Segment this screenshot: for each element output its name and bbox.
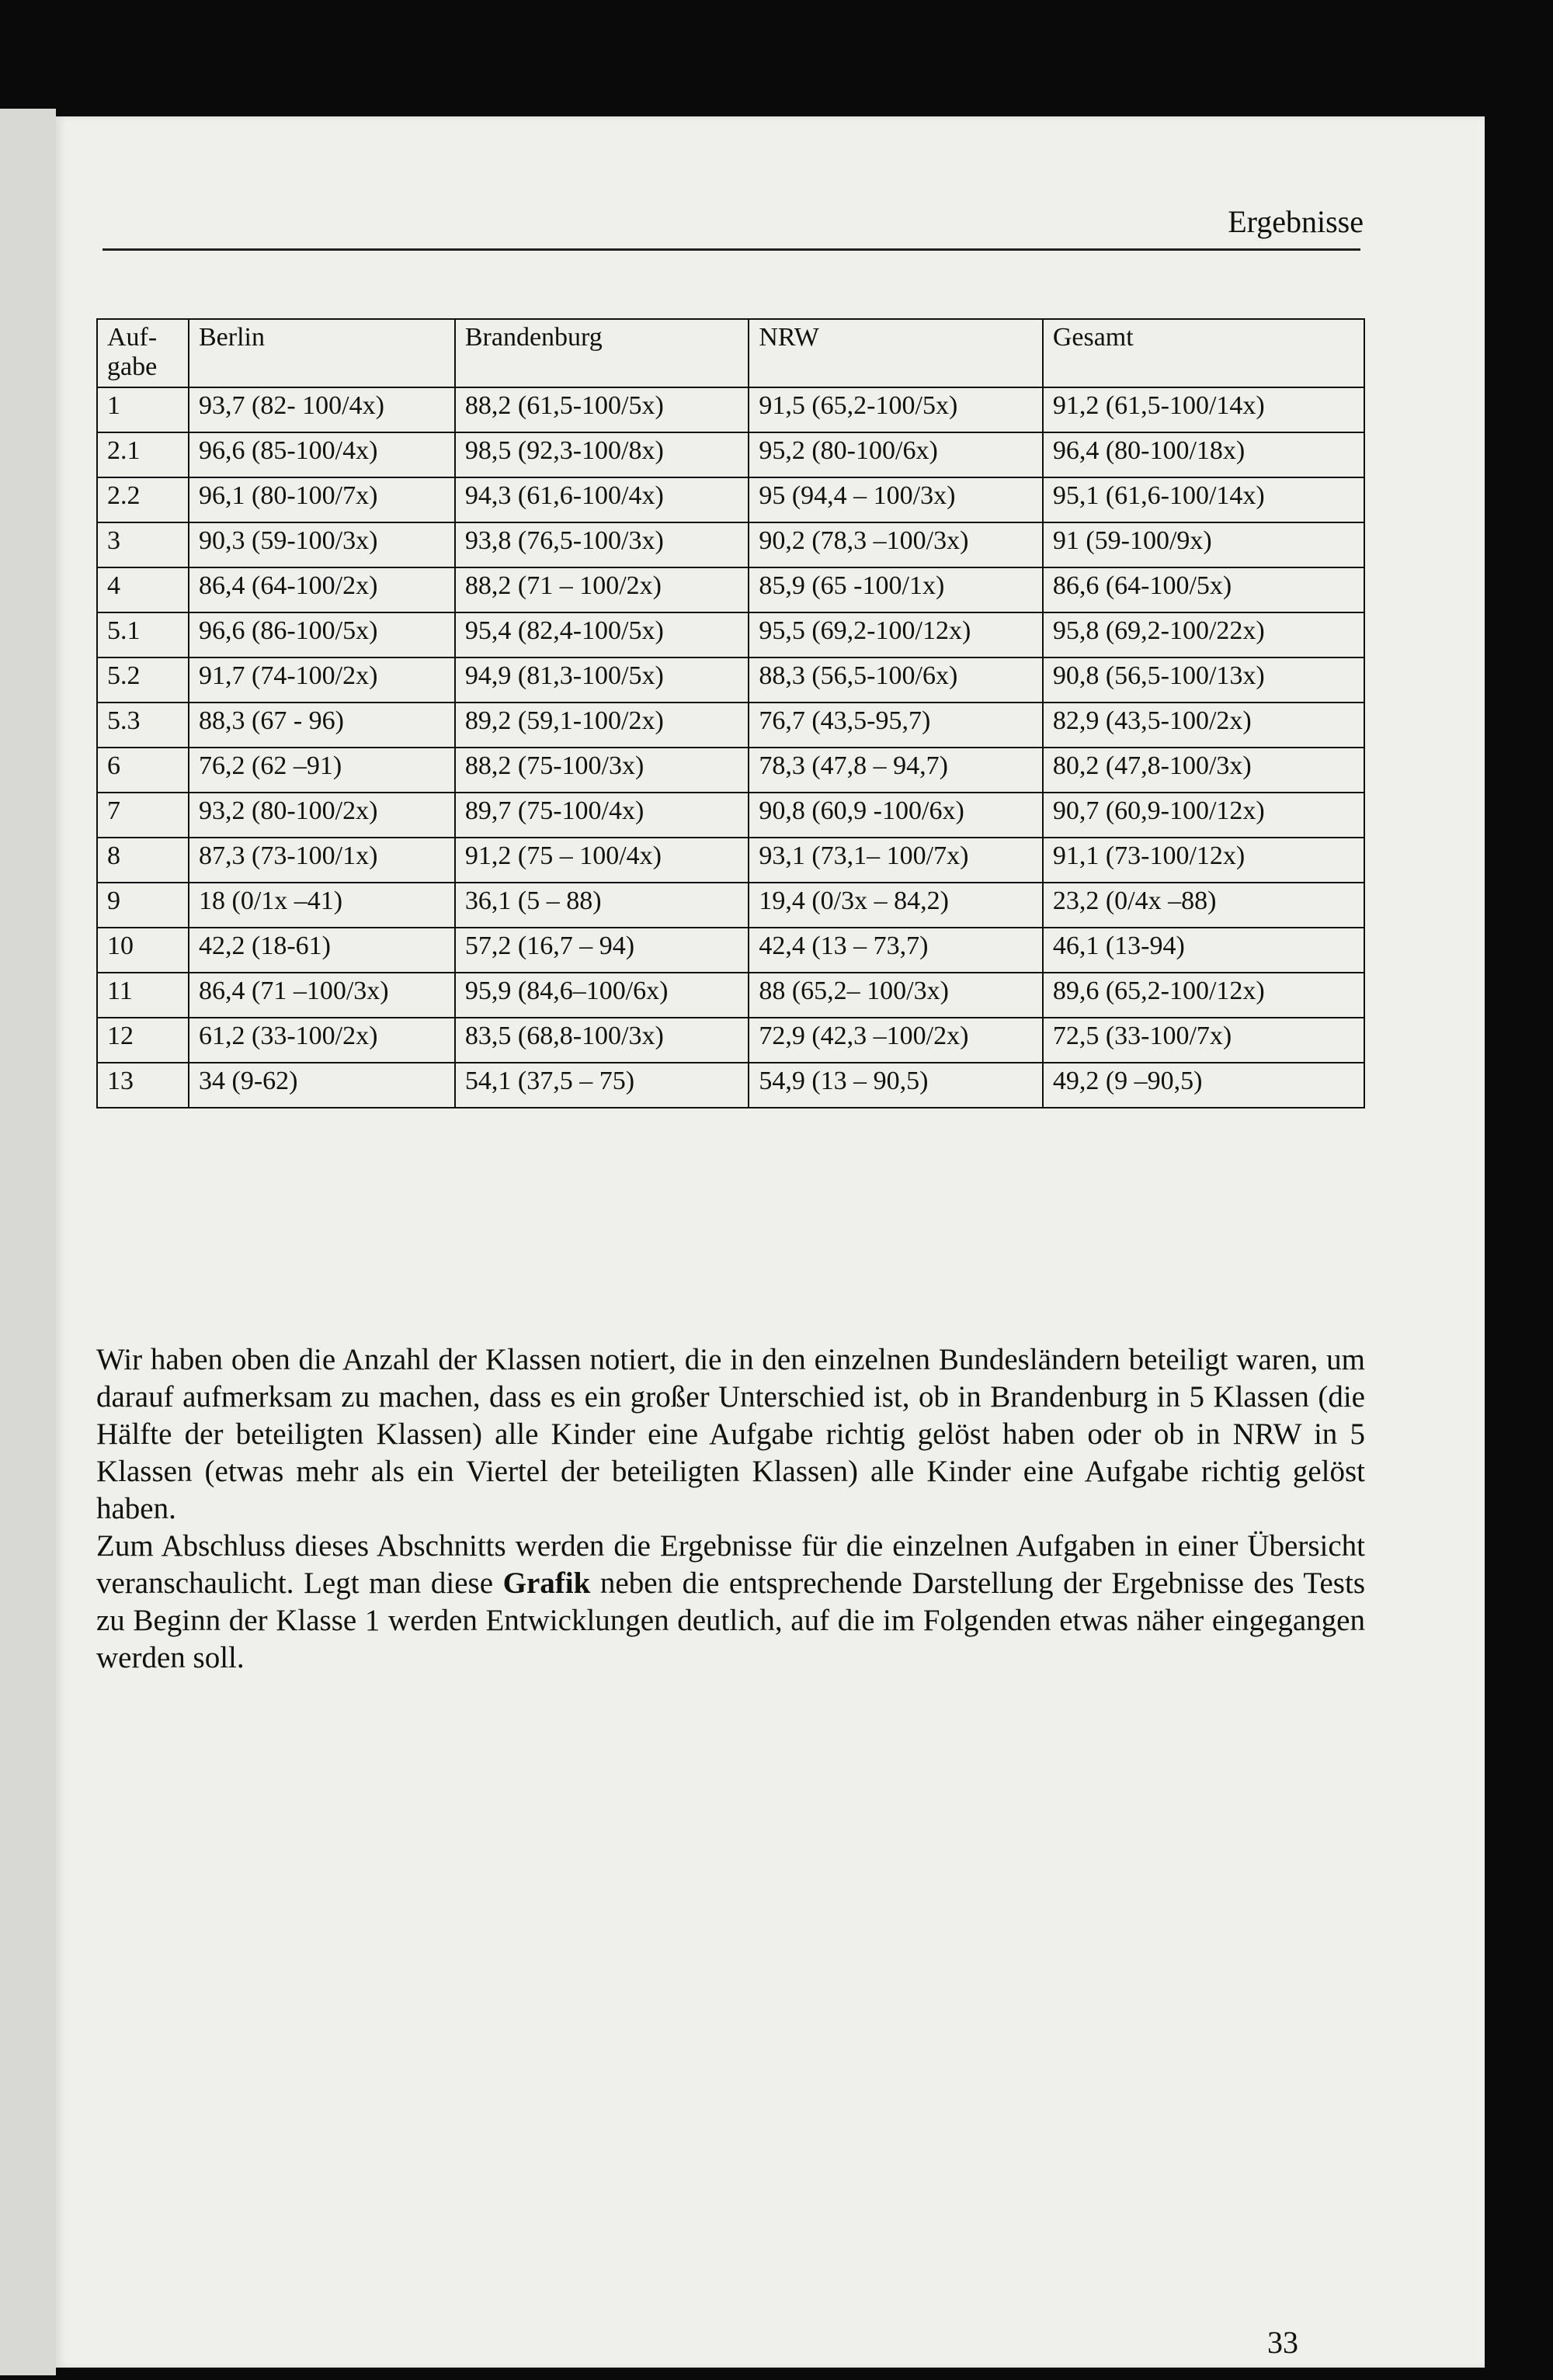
- cell-brandenburg: 91,2 (75 – 100/4x): [455, 838, 749, 883]
- cell-brandenburg: 89,7 (75-100/4x): [455, 793, 749, 838]
- cell-berlin: 93,2 (80-100/2x): [189, 793, 455, 838]
- cell-brandenburg: 98,5 (92,3-100/8x): [455, 432, 749, 477]
- cell-gesamt: 96,4 (80-100/18x): [1043, 432, 1364, 477]
- table-row: [97, 838, 1364, 883]
- cell-brandenburg: 93,8 (76,5-100/3x): [455, 522, 749, 567]
- paragraph-2-end: neben die entsprechende Darstellung der Ergebnisse des Tests zu Beginn der Klasse 1 werden Entwicklungen deutlich, auf die im Folgenden etwas näher eingegangen werden soll.: [96, 1566, 1366, 1674]
- cell-gesamt: 89,6 (65,2-100/12x): [1043, 973, 1364, 1018]
- cell-gesamt: 72,5 (33-100/7x): [1043, 1018, 1364, 1063]
- cell-aufgabe: 5.3: [97, 703, 189, 748]
- cell-gesamt: 91,1 (73-100/12x): [1043, 838, 1364, 883]
- table-row: [97, 387, 1364, 432]
- cell-aufgabe: 7: [97, 793, 189, 838]
- cell-brandenburg: 94,3 (61,6-100/4x): [455, 477, 749, 522]
- cell-aufgabe: 2.2: [97, 477, 189, 522]
- cell-nrw: 42,4 (13 – 73,7): [749, 928, 1042, 973]
- table-row: [97, 748, 1364, 793]
- cell-aufgabe: 3: [97, 522, 189, 567]
- header-gesamt: Gesamt: [1043, 319, 1364, 387]
- cell-gesamt: 49,2 (9 –90,5): [1043, 1063, 1364, 1108]
- cell-berlin: 87,3 (73-100/1x): [189, 838, 455, 883]
- cell-berlin: 88,3 (67 - 96): [189, 703, 455, 748]
- cell-brandenburg: 88,2 (71 – 100/2x): [455, 567, 749, 612]
- cell-nrw: 90,2 (78,3 –100/3x): [749, 522, 1042, 567]
- cell-nrw: 88 (65,2– 100/3x): [749, 973, 1042, 1018]
- table-row: [97, 1018, 1364, 1063]
- cell-aufgabe: 5.2: [97, 657, 189, 703]
- cell-nrw: 90,8 (60,9 -100/6x): [749, 793, 1042, 838]
- cell-gesamt: 90,7 (60,9-100/12x): [1043, 793, 1364, 838]
- header-aufgabe: Auf- gabe: [97, 319, 189, 387]
- table-header-row: [97, 319, 1364, 387]
- cell-gesamt: 91 (59-100/9x): [1043, 522, 1364, 567]
- cell-berlin: 91,7 (74-100/2x): [189, 657, 455, 703]
- cell-gesamt: 95,1 (61,6-100/14x): [1043, 477, 1364, 522]
- cell-berlin: 34 (9-62): [189, 1063, 455, 1108]
- cell-aufgabe: 13: [97, 1063, 189, 1108]
- cell-gesamt: 82,9 (43,5-100/2x): [1043, 703, 1364, 748]
- header-berlin: Berlin: [189, 319, 455, 387]
- cell-berlin: 61,2 (33-100/2x): [189, 1018, 455, 1063]
- table-row: [97, 883, 1364, 928]
- cell-brandenburg: 36,1 (5 – 88): [455, 883, 749, 928]
- running-header: Ergebnisse: [1228, 204, 1364, 239]
- adjacent-page-edge: [0, 109, 56, 2375]
- body-text: [96, 1341, 1365, 1677]
- paragraph-2: [96, 1528, 1365, 1677]
- cell-aufgabe: 11: [97, 973, 189, 1018]
- cell-brandenburg: 89,2 (59,1-100/2x): [455, 703, 749, 748]
- page-number: 33: [1267, 2325, 1298, 2360]
- cell-aufgabe: 8: [97, 838, 189, 883]
- cell-berlin: 96,6 (85-100/4x): [189, 432, 455, 477]
- cell-gesamt: 90,8 (56,5-100/13x): [1043, 657, 1364, 703]
- cell-gesamt: 95,8 (69,2-100/22x): [1043, 612, 1364, 657]
- cell-brandenburg: 94,9 (81,3-100/5x): [455, 657, 749, 703]
- cell-berlin: 42,2 (18-61): [189, 928, 455, 973]
- cell-aufgabe: 6: [97, 748, 189, 793]
- cell-aufgabe: 10: [97, 928, 189, 973]
- cell-nrw: 54,9 (13 – 90,5): [749, 1063, 1042, 1108]
- table-row: [97, 928, 1364, 973]
- cell-brandenburg: 95,4 (82,4-100/5x): [455, 612, 749, 657]
- cell-berlin: 86,4 (71 –100/3x): [189, 973, 455, 1018]
- cell-aufgabe: 2.1: [97, 432, 189, 477]
- cell-nrw: 76,7 (43,5-95,7): [749, 703, 1042, 748]
- cell-brandenburg: 88,2 (75-100/3x): [455, 748, 749, 793]
- document-page: [56, 116, 1485, 2368]
- cell-nrw: 88,3 (56,5-100/6x): [749, 657, 1042, 703]
- cell-nrw: 95 (94,4 – 100/3x): [749, 477, 1042, 522]
- table-body: [97, 387, 1364, 1108]
- cell-berlin: 90,3 (59-100/3x): [189, 522, 455, 567]
- cell-nrw: 95,2 (80-100/6x): [749, 432, 1042, 477]
- paragraph-2-start: Zum Abschluss dieses Abschnitts werden die Ergebnisse für die einzelnen Aufgaben in einer Übersicht veranschaulicht. Legt man diese: [96, 1529, 1365, 1600]
- cell-nrw: 91,5 (65,2-100/5x): [749, 387, 1042, 432]
- paragraph-2-bold: Grafik: [502, 1566, 591, 1600]
- cell-aufgabe: 1: [97, 387, 189, 432]
- cell-aufgabe: 12: [97, 1018, 189, 1063]
- cell-aufgabe: 9: [97, 883, 189, 928]
- table-row: [97, 522, 1364, 567]
- cell-berlin: 86,4 (64-100/2x): [189, 567, 455, 612]
- cell-berlin: 96,1 (80-100/7x): [189, 477, 455, 522]
- cell-brandenburg: 88,2 (61,5-100/5x): [455, 387, 749, 432]
- table-row: [97, 973, 1364, 1018]
- cell-brandenburg: 83,5 (68,8-100/3x): [455, 1018, 749, 1063]
- cell-aufgabe: 5.1: [97, 612, 189, 657]
- table-row: [97, 567, 1364, 612]
- cell-gesamt: 91,2 (61,5-100/14x): [1043, 387, 1364, 432]
- cell-berlin: 18 (0/1x –41): [189, 883, 455, 928]
- header-rule: [102, 248, 1360, 251]
- results-table: [96, 318, 1365, 1108]
- table-row: [97, 432, 1364, 477]
- cell-nrw: 78,3 (47,8 – 94,7): [749, 748, 1042, 793]
- cell-brandenburg: 57,2 (16,7 – 94): [455, 928, 749, 973]
- cell-aufgabe: 4: [97, 567, 189, 612]
- cell-nrw: 93,1 (73,1– 100/7x): [749, 838, 1042, 883]
- cell-gesamt: 46,1 (13-94): [1043, 928, 1364, 973]
- cell-gesamt: 80,2 (47,8-100/3x): [1043, 748, 1364, 793]
- table-row: [97, 657, 1364, 703]
- cell-gesamt: 23,2 (0/4x –88): [1043, 883, 1364, 928]
- cell-nrw: 95,5 (69,2-100/12x): [749, 612, 1042, 657]
- header-brandenburg: Brandenburg: [455, 319, 749, 387]
- cell-berlin: 76,2 (62 –91): [189, 748, 455, 793]
- table-row: [97, 703, 1364, 748]
- cell-berlin: 93,7 (82- 100/4x): [189, 387, 455, 432]
- paragraph-1: Wir haben oben die Anzahl der Klassen notiert, die in den einzelnen Bundesländern beteiligt waren, um darauf aufmerksam zu machen, dass es ein großer Unterschied ist, ob in Brandenburg in 5 Klassen (die Hälfte der beteiligten Klassen) alle Kinder eine Aufgabe richtig gelöst haben oder ob in NRW in 5 Klassen (etwas mehr als ein Viertel der beteiligten Klassen) alle Kinder eine Aufgabe richtig gelöst haben.: [96, 1343, 1365, 1525]
- table-row: [97, 793, 1364, 838]
- cell-nrw: 19,4 (0/3x – 84,2): [749, 883, 1042, 928]
- table-row: [97, 612, 1364, 657]
- table-row: [97, 477, 1364, 522]
- cell-berlin: 96,6 (86-100/5x): [189, 612, 455, 657]
- cell-nrw: 85,9 (65 -100/1x): [749, 567, 1042, 612]
- cell-gesamt: 86,6 (64-100/5x): [1043, 567, 1364, 612]
- cell-brandenburg: 95,9 (84,6–100/6x): [455, 973, 749, 1018]
- header-nrw: NRW: [749, 319, 1042, 387]
- table-row: [97, 1063, 1364, 1108]
- cell-brandenburg: 54,1 (37,5 – 75): [455, 1063, 749, 1108]
- cell-nrw: 72,9 (42,3 –100/2x): [749, 1018, 1042, 1063]
